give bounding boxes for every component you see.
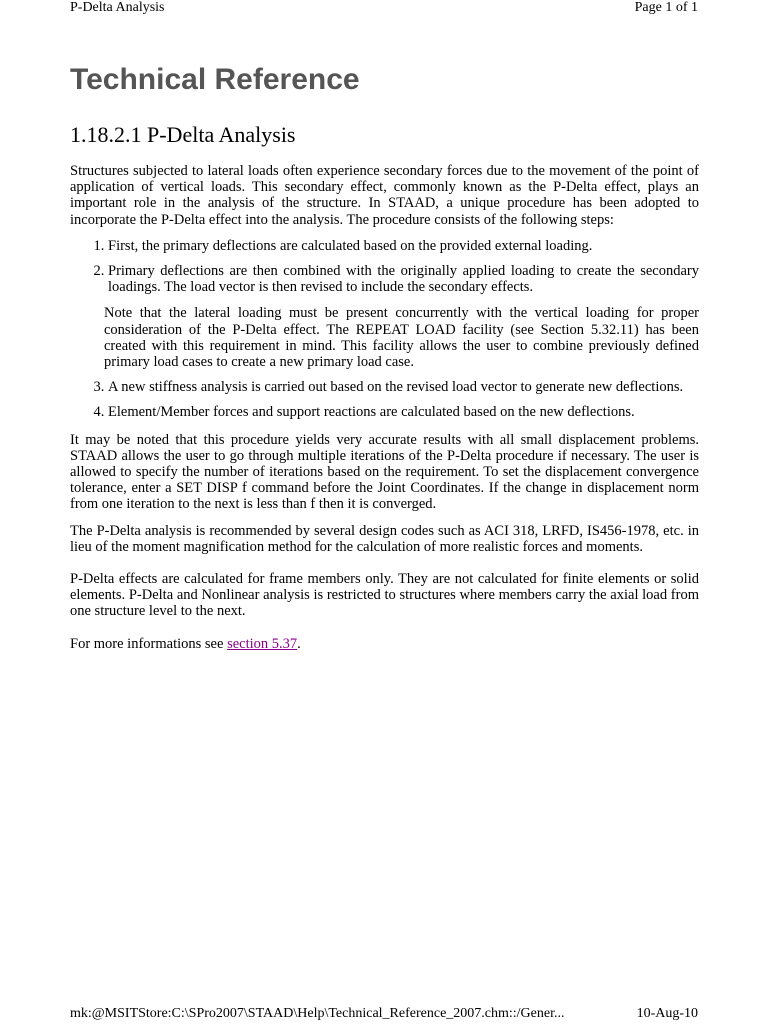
- page-header: [70, 0, 698, 18]
- step-text: Element/Member forces and support reactions are calculated based on the new deflections.: [108, 404, 635, 421]
- frame-members-paragraph: P-Delta effects are calculated for frame members only. They are not calculated for finite elements or solid elements. P-Delta and Nonlinear analysis is restricted to structures where members carry the axial load from one structure level to the next.: [70, 571, 699, 620]
- section-heading: 1.18.2.1 P-Delta Analysis: [70, 122, 296, 147]
- document-title: Technical Reference: [70, 63, 360, 96]
- procedure-steps: [70, 238, 699, 421]
- step-text: First, the primary deflections are calculated based on the provided external loading.: [108, 237, 593, 254]
- accuracy-paragraph: It may be noted that this procedure yields very accurate results with all small displacement problems. STAAD allows the user to go through multiple iterations of the P-Delta procedure if necessary. The user is allowed to specify the number of iterations based on the requirement. To set the displacement convergence tolerance, enter a SET DISP f command before the Joint Coordinates. If the change in displacement norm from one iteration to the next is less than f then it is converged.: [70, 431, 699, 513]
- step-item: [108, 238, 699, 254]
- footer-date: 10-Aug-10: [636, 1006, 698, 1021]
- document-body: [70, 163, 699, 662]
- more-info-suffix: .: [297, 635, 301, 652]
- page-indicator: Page 1 of 1: [634, 0, 698, 15]
- section-link[interactable]: section 5.37: [227, 635, 298, 652]
- intro-paragraph: Structures subjected to lateral loads often experience secondary forces due to the movement of the point of application of vertical loads. This secondary effect, commonly known as the P-Delta effect, plays an important role in the analysis of the structure. In STAAD, a unique procedure has been adopted to incorporate the P-Delta effect into the analysis. The procedure consists of the following steps:: [70, 163, 699, 228]
- design-codes-paragraph: The P-Delta analysis is recommended by several design codes such as ACI 318, LRFD, IS456-1978, etc. in lieu of the moment magnification method for the calculation of more realistic forces and moments.: [70, 522, 699, 555]
- step-note: Note that the lateral loading must be present concurrently with the vertical loading for proper consideration of the P-Delta effect. The REPEAT LOAD facility (see Section 5.32.11) has been created with this requirement in mind. This facility allows the user to combine previously defined primary load cases to create a new primary load case.: [104, 305, 699, 371]
- step-item: [108, 404, 699, 420]
- step-text: A new stiffness analysis is carried out based on the revised load vector to generate new deflections.: [108, 379, 684, 396]
- step-text: Primary deflections are then combined with the originally applied loading to create the secondary loadings. The load vector is then revised to include the secondary effects.: [108, 263, 699, 296]
- footer-path: mk:@MSITStore:C:\SPro2007\STAAD\Help\Technical_Reference_2007.chm::/Gener...: [70, 1006, 565, 1021]
- page-footer: [70, 1006, 698, 1024]
- step-item: [104, 263, 699, 371]
- more-info-paragraph: [70, 636, 699, 652]
- header-title: P-Delta Analysis: [70, 0, 165, 15]
- more-info-prefix: For more informations see: [70, 635, 228, 652]
- step-item: [108, 379, 699, 395]
